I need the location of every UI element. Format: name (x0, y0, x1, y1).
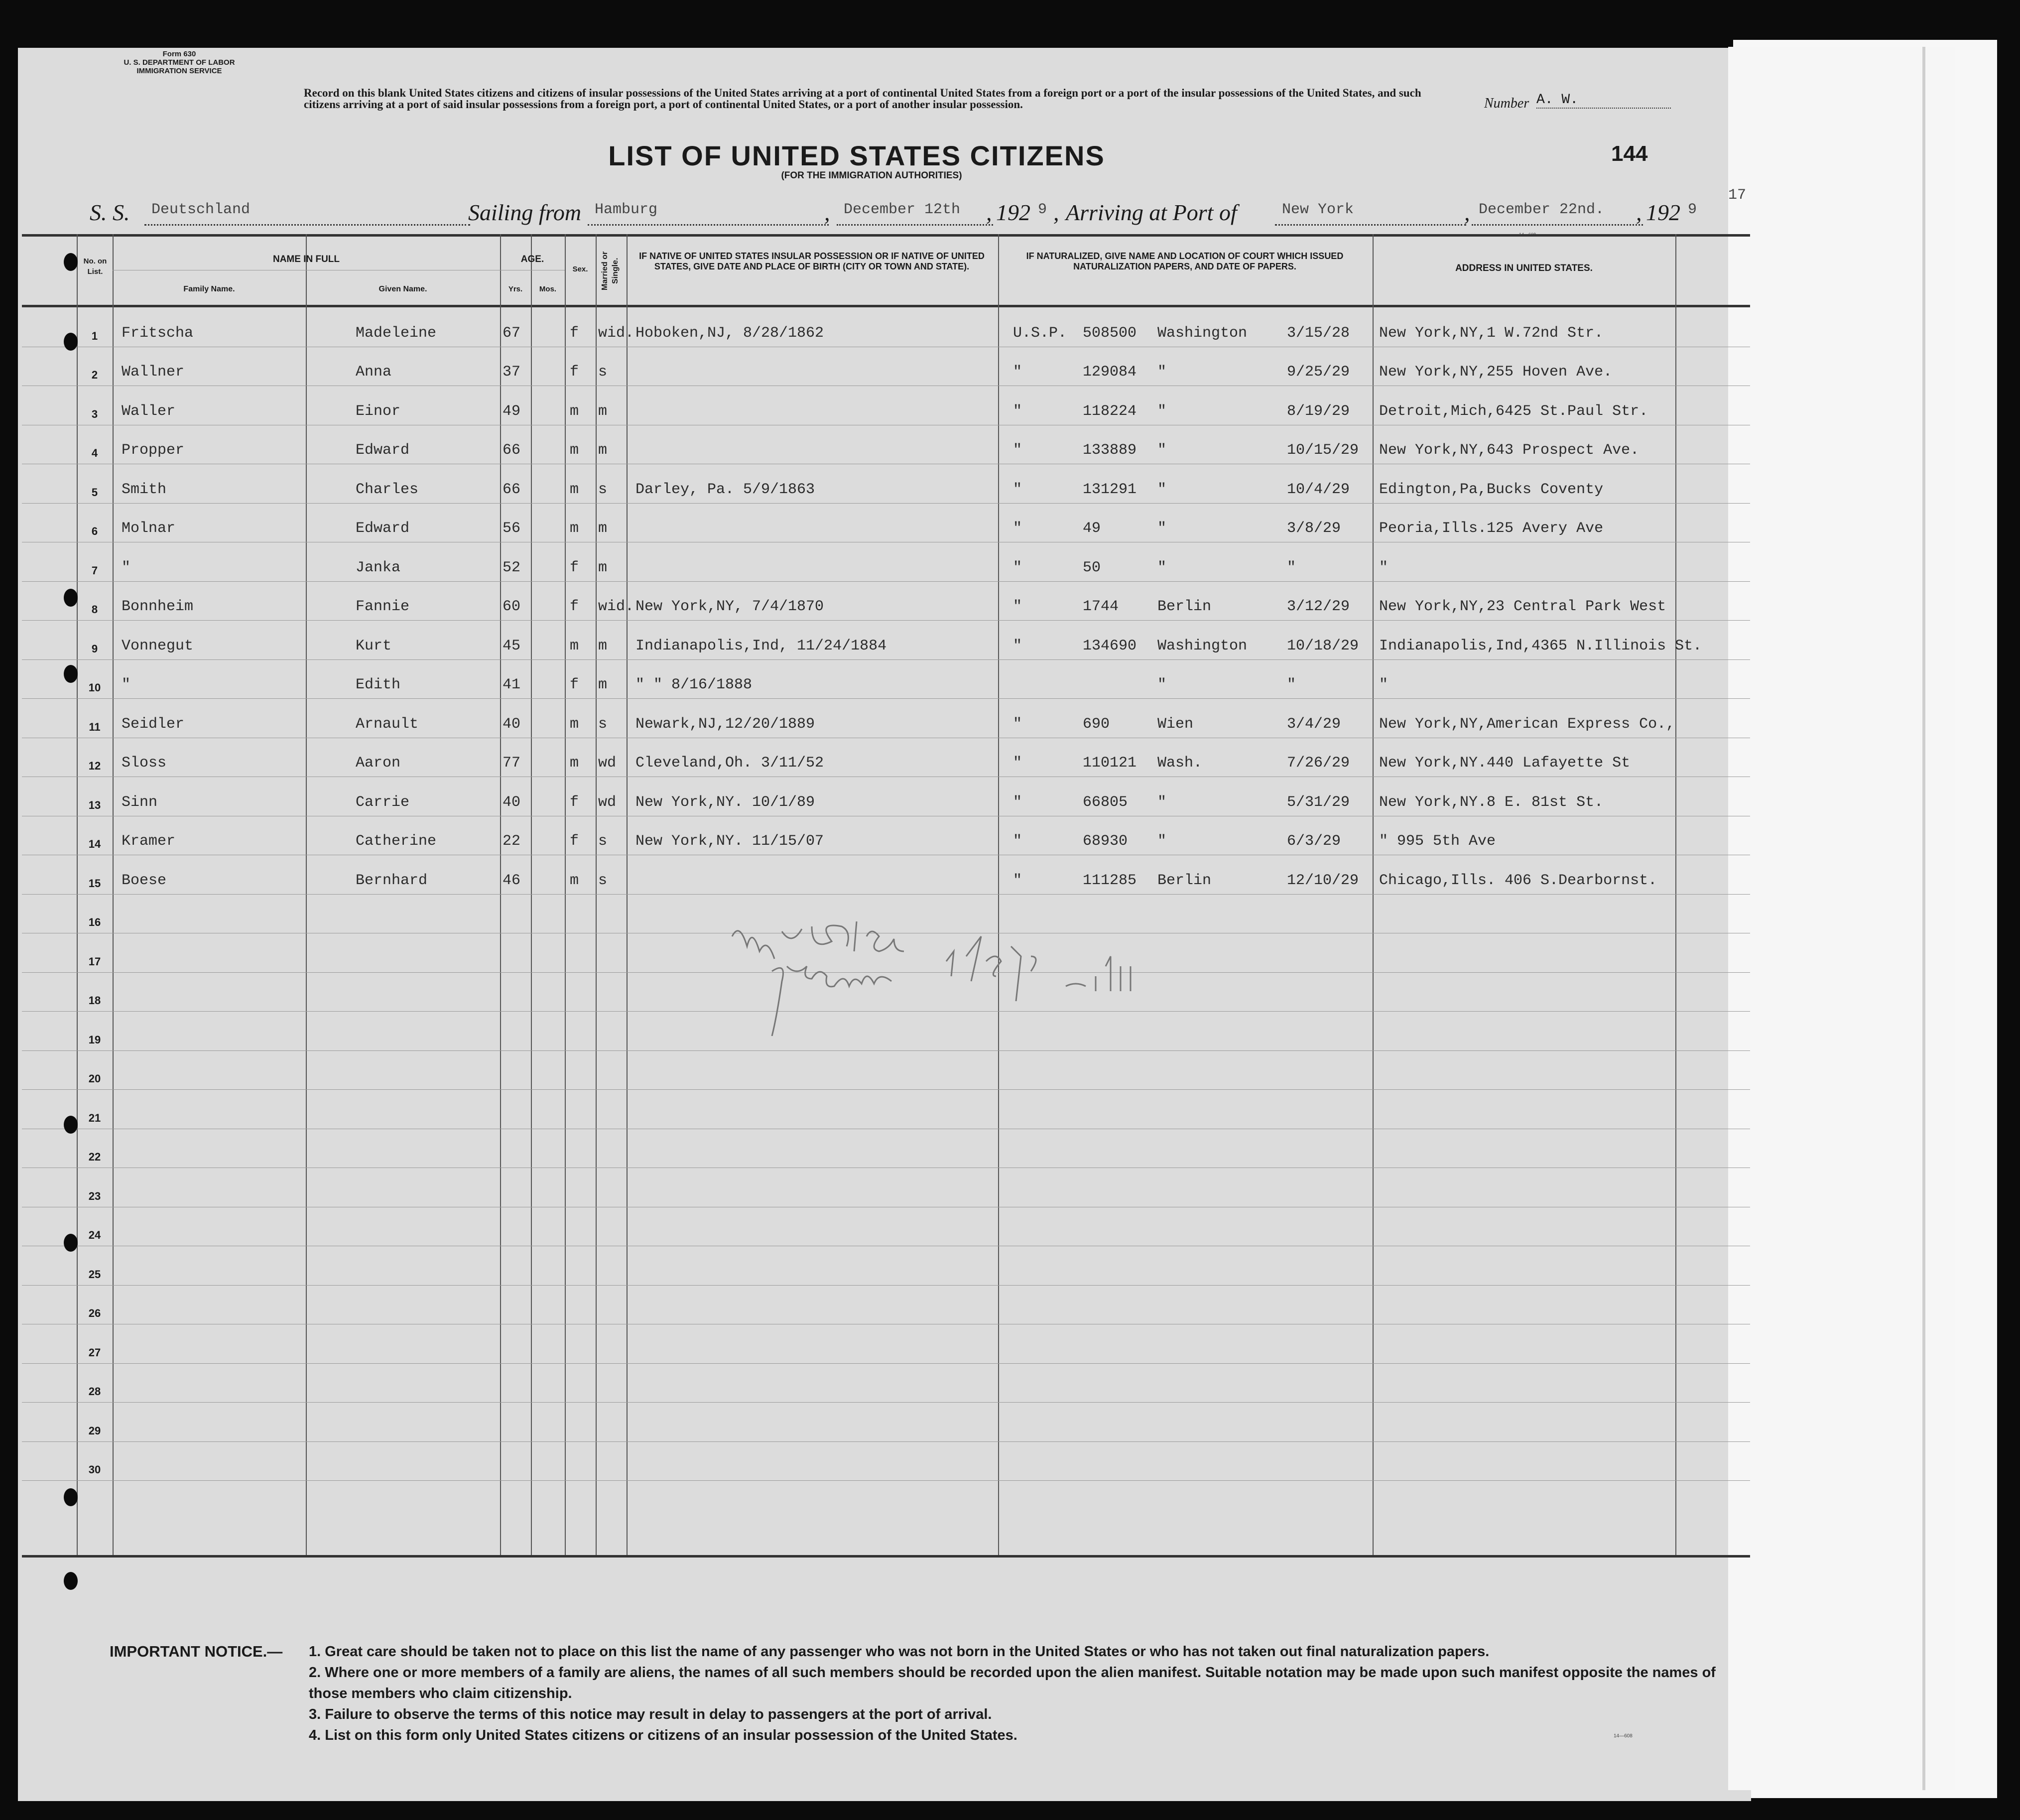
cell-address: Detroit,Mich,6425 St.Paul Str. (1379, 402, 1648, 420)
cell-nat-date: 3/15/28 (1287, 324, 1350, 342)
cell-yrs: 60 (503, 598, 521, 615)
cell-family: Smith (122, 481, 167, 498)
cell-nat-no: 68930 (1083, 833, 1128, 850)
row-number: 26 (88, 1307, 101, 1319)
print-code-bottom: 14—608 (1614, 1733, 1633, 1739)
cell-nat-date: 10/15/29 (1287, 442, 1359, 459)
voyage-line (90, 199, 1697, 229)
cell-sex: f (570, 598, 579, 615)
cell-nat-no: 508500 (1083, 324, 1137, 342)
row-number: 30 (88, 1463, 101, 1476)
row-line (22, 894, 1750, 895)
cell-marital: wd (598, 793, 617, 811)
cell-nat-court: " (1013, 833, 1022, 850)
cell-nat-no: 111285 (1083, 872, 1137, 889)
cell-nat-loc: " (1157, 676, 1167, 693)
row-number: 24 (88, 1229, 101, 1241)
row-line (22, 620, 1750, 621)
punch-hole (64, 589, 78, 607)
arrival-date: December 22nd. (1472, 201, 1643, 226)
header-address: ADDRESS IN UNITED STATES. (1455, 263, 1593, 273)
department-name: U. S. DEPARTMENT OF LABOR (124, 58, 235, 67)
punch-hole (64, 665, 78, 683)
form-header (80, 50, 279, 75)
cell-nat-no: 131291 (1083, 481, 1137, 498)
punch-hole (64, 333, 78, 351)
page-number: 144 (1611, 141, 1648, 166)
cell-marital: m (598, 559, 608, 576)
cell-family: Waller (122, 402, 176, 420)
cell-address: New York,NY,23 Central Park West (1379, 598, 1666, 615)
cell-given: Catherine (356, 833, 437, 850)
header-sex: Sex. (572, 265, 588, 273)
row-line (22, 1363, 1750, 1364)
cell-nat-court: " (1013, 364, 1022, 381)
cell-address: New York,NY,643 Prospect Ave. (1379, 442, 1640, 459)
cell-nat-date: 10/18/29 (1287, 637, 1359, 654)
cell-nat-date: 7/26/29 (1287, 755, 1350, 772)
notice-item-3: 3. Failure to observe the terms of this notice may result in delay to passengers at the port of arrival. (309, 1706, 992, 1722)
cell-family: Molnar (122, 520, 176, 537)
cell-address: New York,NY.440 Lafayette St (1379, 755, 1631, 772)
cell-given: Kurt (356, 637, 392, 654)
row-number: 9 (91, 642, 98, 655)
row-number: 1 (91, 329, 98, 342)
sailing-date: December 12th (837, 201, 993, 226)
cell-marital: s (598, 364, 608, 381)
passenger-table (22, 234, 1750, 1559)
cell-nat-loc: " (1157, 520, 1167, 537)
cell-family: " (122, 676, 131, 693)
cell-nat-date: 8/19/29 (1287, 402, 1350, 420)
cell-given: Fannie (356, 598, 410, 615)
cell-yrs: 56 (503, 520, 521, 537)
cell-nat-no: 118224 (1083, 402, 1137, 420)
cell-marital: m (598, 637, 608, 654)
cell-sex: m (570, 637, 579, 654)
cell-family: Boese (122, 872, 167, 889)
cell-nat-loc: Washington (1157, 637, 1248, 654)
row-number: 20 (88, 1072, 101, 1085)
margin-number: 17 (1728, 187, 1747, 204)
row-number: 2 (91, 369, 98, 381)
row-number: 17 (88, 955, 101, 968)
arrival-port: New York (1275, 201, 1466, 226)
cell-given: Edith (356, 676, 401, 693)
row-line (22, 581, 1750, 582)
cell-sex: m (570, 755, 579, 772)
cell-birth: New York,NY. 11/15/07 (635, 833, 824, 850)
cell-marital: s (598, 833, 608, 850)
row-number: 4 (91, 447, 98, 459)
row-number: 25 (88, 1268, 101, 1281)
year-prefix: 192 (1646, 200, 1680, 225)
row-number: 3 (91, 407, 98, 420)
cell-given: Anna (356, 364, 392, 381)
cell-nat-date: 3/4/29 (1287, 715, 1341, 733)
from-port: Hamburg (588, 201, 829, 226)
cell-yrs: 49 (503, 402, 521, 420)
notice-title: IMPORTANT NOTICE.— (110, 1643, 283, 1660)
number-value: A. W. (1536, 92, 1671, 109)
inspector-signature (727, 916, 1200, 1036)
cell-address: Edington,Pa,Bucks Coventy (1379, 481, 1604, 498)
cell-yrs: 22 (503, 833, 521, 850)
cell-nat-court: " (1013, 872, 1022, 889)
cell-yrs: 66 (503, 442, 521, 459)
cell-nat-date: " (1287, 676, 1296, 693)
cell-nat-date: 9/25/29 (1287, 364, 1350, 381)
cell-nat-loc: " (1157, 793, 1167, 811)
comma: , (986, 200, 992, 225)
notice-item-1: 1. Great care should be taken not to place on this list the name of any passenger who was not born in the United States or who has not taken out final naturalization papers. (309, 1644, 1490, 1660)
cell-address: Indianapolis,Ind,4365 N.Illinois St. (1379, 637, 1702, 654)
row-line (22, 1089, 1750, 1090)
cell-address: " (1379, 676, 1389, 693)
cell-address: " 995 5th Ave (1379, 833, 1496, 850)
row-number: 15 (88, 877, 101, 890)
cell-sex: m (570, 872, 579, 889)
cell-address: New York,NY,1 W.72nd Str. (1379, 324, 1604, 342)
cell-sex: f (570, 833, 579, 850)
cell-nat-loc: " (1157, 559, 1167, 576)
cell-marital: m (598, 520, 608, 537)
cell-yrs: 41 (503, 676, 521, 693)
cell-nat-no: 129084 (1083, 364, 1137, 381)
cell-sex: m (570, 402, 579, 420)
cell-sex: m (570, 442, 579, 459)
row-number: 10 (88, 681, 101, 694)
cell-nat-court: " (1013, 637, 1022, 654)
cell-nat-date: 12/10/29 (1287, 872, 1359, 889)
header-naturalized: IF NATURALIZED, GIVE NAME AND LOCATION OF COURT WHICH ISSUED NATURALIZATION PAPERS, AND DATE OF PAPERS. (1026, 251, 1344, 271)
cell-nat-court: " (1013, 402, 1022, 420)
year-prefix: 192 (996, 200, 1030, 225)
cell-family: Wallner (122, 364, 185, 381)
cell-nat-court: " (1013, 793, 1022, 811)
cell-given: Carrie (356, 793, 410, 811)
cell-nat-date: 3/12/29 (1287, 598, 1350, 615)
header-given-name: Given Name. (379, 285, 427, 293)
cell-address: Chicago,Ills. 406 S.Dearbornst. (1379, 872, 1657, 889)
row-line (22, 1480, 1750, 1481)
cell-family: " (122, 559, 131, 576)
cell-given: Edward (356, 442, 410, 459)
cell-nat-no: 50 (1083, 559, 1101, 576)
cell-given: Arnault (356, 715, 419, 733)
row-number: 21 (88, 1111, 101, 1124)
cell-birth: New York,NY. 10/1/89 (635, 793, 815, 811)
cell-nat-loc: Berlin (1157, 598, 1212, 615)
row-number: 8 (91, 603, 98, 616)
cell-nat-loc: Washington (1157, 324, 1248, 342)
cell-sex: f (570, 364, 579, 381)
header-name-in-full: NAME IN FULL (272, 254, 340, 264)
row-number: 12 (88, 760, 101, 772)
comma: , (1053, 200, 1059, 225)
cell-birth: Cleveland,Oh. 3/11/52 (635, 755, 824, 772)
cell-birth: Newark,NJ,12/20/1889 (635, 715, 815, 733)
cell-birth: Hoboken,NJ, 8/28/1862 (635, 324, 824, 342)
cell-nat-loc: Wash. (1157, 755, 1203, 772)
cell-nat-date: 5/31/29 (1287, 793, 1350, 811)
page-subtitle: (FOR THE IMMIGRATION AUTHORITIES) (781, 170, 962, 181)
cell-nat-no: 134690 (1083, 637, 1137, 654)
header-family-name: Family Name. (183, 285, 235, 293)
row-line (22, 1402, 1750, 1403)
cell-family: Sinn (122, 793, 158, 811)
cell-given: Edward (356, 520, 410, 537)
row-number: 28 (88, 1385, 101, 1398)
cell-family: Propper (122, 442, 185, 459)
cell-nat-date: 6/3/29 (1287, 833, 1341, 850)
ship-name: Deutschland (144, 201, 470, 226)
cell-marital: s (598, 481, 608, 498)
cell-nat-no: 133889 (1083, 442, 1137, 459)
cell-marital: m (598, 676, 608, 693)
cell-nat-loc: Berlin (1157, 872, 1212, 889)
cell-nat-loc: " (1157, 442, 1167, 459)
row-line (22, 1441, 1750, 1442)
cell-sex: f (570, 559, 579, 576)
sailing-from-label: Sailing from (468, 200, 582, 225)
row-number: 6 (91, 525, 98, 537)
row-number: 27 (88, 1346, 101, 1359)
cell-birth: Darley, Pa. 5/9/1863 (635, 481, 815, 498)
row-number: 18 (88, 994, 101, 1007)
row-number: 29 (88, 1424, 101, 1437)
cell-family: Fritscha (122, 324, 194, 342)
header-married-single: Married or Single. (601, 251, 620, 291)
comma: , (1636, 200, 1642, 225)
form-number: Form 630 (162, 50, 196, 58)
row-line (22, 698, 1750, 699)
cell-family: Sloss (122, 755, 167, 772)
cell-address: New York,NY,American Express Co., (1379, 715, 1675, 733)
cell-given: Madeleine (356, 324, 437, 342)
cell-nat-court: " (1013, 715, 1022, 733)
cell-nat-court: " (1013, 442, 1022, 459)
cell-nat-no: 690 (1083, 715, 1110, 733)
cell-address: Peoria,Ills.125 Avery Ave (1379, 520, 1604, 537)
row-number: 14 (88, 838, 101, 850)
cell-yrs: 40 (503, 715, 521, 733)
cell-nat-loc: Wien (1157, 715, 1194, 733)
cell-nat-court: " (1013, 481, 1022, 498)
service-name: IMMIGRATION SERVICE (136, 67, 222, 75)
cell-yrs: 77 (503, 755, 521, 772)
cell-nat-no: 110121 (1083, 755, 1137, 772)
cell-nat-loc: " (1157, 833, 1167, 850)
row-number: 22 (88, 1151, 101, 1163)
cell-given: Aaron (356, 755, 401, 772)
cell-sex: f (570, 676, 579, 693)
cell-sex: f (570, 324, 579, 342)
header-birth: IF NATIVE OF UNITED STATES INSULAR POSSESSION OR IF NATIVE OF UNITED STATES, GIVE DATE AND PLACE OF BIRTH (CITY OR TOWN AND STATE). (639, 251, 985, 271)
punch-hole (64, 1488, 78, 1506)
punch-hole (64, 253, 78, 271)
row-number: 5 (91, 486, 98, 499)
cell-yrs: 37 (503, 364, 521, 381)
cell-yrs: 45 (503, 637, 521, 654)
cell-family: Seidler (122, 715, 185, 733)
cell-marital: wid. (598, 324, 634, 342)
cell-sex: m (570, 481, 579, 498)
cell-address: New York,NY,255 Hoven Ave. (1379, 364, 1613, 381)
cell-given: Bernhard (356, 872, 428, 889)
row-number: 11 (89, 720, 101, 733)
cell-birth: " " 8/16/1888 (635, 676, 753, 693)
cell-marital: wd (598, 755, 617, 772)
row-number: 19 (88, 1033, 101, 1046)
notice-item-2: 2. Where one or more members of a family are aliens, the names of all such members should be recorded upon the alien manifest. Suitable notation may be made upon such manifest opposite the names of those members who claim citizenship. (309, 1665, 1716, 1701)
cell-sex: m (570, 715, 579, 733)
cell-family: Kramer (122, 833, 176, 850)
header-mos: Mos. (539, 285, 557, 293)
cell-yrs: 67 (503, 324, 521, 342)
cell-given: Janka (356, 559, 401, 576)
cell-sex: f (570, 793, 579, 811)
cell-nat-loc: " (1157, 364, 1167, 381)
cell-nat-loc: " (1157, 402, 1167, 420)
cell-nat-court: " (1013, 598, 1022, 615)
punch-hole (64, 1234, 78, 1252)
cell-nat-court: " (1013, 755, 1022, 772)
cell-yrs: 40 (503, 793, 521, 811)
row-line (22, 659, 1750, 660)
cell-given: Einor (356, 402, 401, 420)
cell-yrs: 52 (503, 559, 521, 576)
cell-yrs: 66 (503, 481, 521, 498)
cell-address: " (1379, 559, 1389, 576)
cell-family: Bonnheim (122, 598, 194, 615)
cell-nat-court: " (1013, 559, 1022, 576)
cell-marital: wid. (598, 598, 634, 615)
sailing-year: 9 (1038, 201, 1047, 218)
cell-sex: m (570, 520, 579, 537)
cell-nat-no: 66805 (1083, 793, 1128, 811)
cell-nat-no: 1744 (1083, 598, 1119, 615)
punch-hole (64, 1572, 78, 1590)
cell-yrs: 46 (503, 872, 521, 889)
arriving-label: Arriving at Port of (1066, 200, 1237, 225)
row-number: 16 (88, 916, 101, 928)
header-age: AGE. (520, 254, 544, 264)
cell-marital: s (598, 872, 608, 889)
row-line (22, 1050, 1750, 1051)
row-line (22, 503, 1750, 504)
header-yrs: Yrs. (508, 285, 523, 293)
cell-nat-loc: " (1157, 481, 1167, 498)
cell-address: New York,NY.8 E. 81st St. (1379, 793, 1604, 811)
number-label: Number (1484, 96, 1529, 111)
comma: , (1464, 200, 1470, 225)
right-paper-edge (1728, 47, 1955, 1790)
punch-hole (64, 1116, 78, 1134)
arrival-year: 9 (1688, 201, 1697, 218)
cell-marital: s (598, 715, 608, 733)
page-title: LIST OF UNITED STATES CITIZENS (608, 140, 1105, 171)
cell-given: Charles (356, 481, 419, 498)
cell-marital: m (598, 402, 608, 420)
row-line (22, 1285, 1750, 1286)
cell-birth: Indianapolis,Ind, 11/24/1884 (635, 637, 887, 654)
cell-family: Vonnegut (122, 637, 194, 654)
row-number: 13 (88, 798, 101, 811)
notice-item-4: 4. List on this form only United States citizens or citizens of an insular possession of the United States. (309, 1727, 1017, 1743)
cell-nat-court: " (1013, 520, 1022, 537)
cell-nat-date: 10/4/29 (1287, 481, 1350, 498)
header-no-on-list: No. on List. (83, 257, 107, 276)
cell-nat-date: " (1287, 559, 1296, 576)
cell-nat-date: 3/8/29 (1287, 520, 1341, 537)
cell-nat-no: 49 (1083, 520, 1101, 537)
comma: , (824, 200, 830, 225)
cell-marital: m (598, 442, 608, 459)
row-number: 23 (88, 1189, 101, 1202)
row-number: 7 (91, 564, 98, 577)
cell-birth: New York,NY, 7/4/1870 (635, 598, 824, 615)
record-instructions: Record on this blank United States citizens and citizens of insular possessions of the United States arriving at a port of continental United States from a foreign port or a port of the insular possessions of the United States, and such citizens arriving at a port of said insular possessions from a foreign port, a port of continental United States, or a port of another insular possession. (304, 87, 1421, 111)
ss-label: S. S. (90, 200, 130, 225)
cell-nat-court: U.S.P. (1013, 324, 1067, 342)
signature-text: M. J. Klein Inspector 12/22/29 (732, 1031, 739, 1032)
